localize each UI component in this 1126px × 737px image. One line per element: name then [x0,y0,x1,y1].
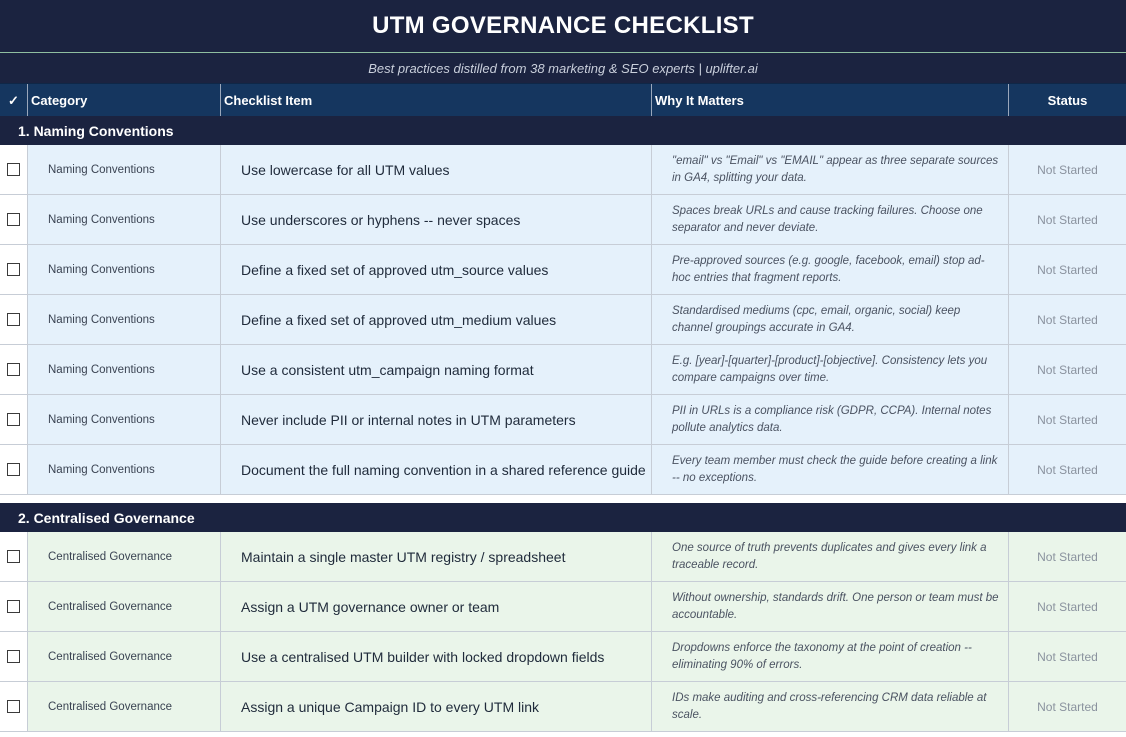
row-checkbox-cell[interactable] [0,245,28,294]
checkbox[interactable] [7,163,20,176]
why-cell[interactable]: Pre-approved sources (e.g. google, facebook, email) stop ad-hoc entries that fragment reports. [652,245,1009,294]
why-cell[interactable]: Every team member must check the guide before creating a link -- no exceptions. [652,445,1009,494]
checkbox[interactable] [7,650,20,663]
checklist-item-cell[interactable]: Maintain a single master UTM registry / spreadsheet [221,532,652,581]
table-row [0,682,1126,732]
checklist-item-cell[interactable]: Use a consistent utm_campaign naming format [221,345,652,394]
row-checkbox-cell[interactable] [0,295,28,344]
row-checkbox-cell[interactable] [0,195,28,244]
category-cell[interactable]: Naming Conventions [28,245,221,294]
status-cell[interactable]: Not Started [1009,395,1126,444]
checkbox[interactable] [7,313,20,326]
why-cell[interactable]: PII in URLs is a compliance risk (GDPR, CCPA). Internal notes pollute analytics data. [652,395,1009,444]
section-rows-naming [0,145,1126,495]
table-row [0,395,1126,445]
checklist-item-cell[interactable]: Never include PII or internal notes in UTM parameters [221,395,652,444]
checkbox[interactable] [7,213,20,226]
checkbox[interactable] [7,700,20,713]
row-checkbox-cell[interactable] [0,145,28,194]
column-header-check[interactable]: ✓ [0,84,28,117]
checklist-item-cell[interactable]: Define a fixed set of approved utm_source values [221,245,652,294]
row-checkbox-cell[interactable] [0,682,28,731]
category-cell[interactable]: Centralised Governance [28,632,221,681]
status-cell[interactable]: Not Started [1009,245,1126,294]
status-cell[interactable]: Not Started [1009,532,1126,581]
table-row [0,295,1126,345]
column-header-why[interactable]: Why It Matters [652,84,1009,117]
table-row [0,345,1126,395]
category-cell[interactable]: Naming Conventions [28,445,221,494]
row-checkbox-cell[interactable] [0,632,28,681]
checklist-item-cell[interactable]: Use underscores or hyphens -- never spaces [221,195,652,244]
row-checkbox-cell[interactable] [0,395,28,444]
section-rows-governance [0,532,1126,732]
checklist-item-cell[interactable]: Document the full naming convention in a shared reference guide [221,445,652,494]
column-header-item[interactable]: Checklist Item [221,84,652,117]
checkbox[interactable] [7,600,20,613]
column-header-category[interactable]: Category [28,84,221,117]
row-checkbox-cell[interactable] [0,582,28,631]
status-cell[interactable]: Not Started [1009,295,1126,344]
category-cell[interactable]: Naming Conventions [28,345,221,394]
table-row [0,532,1126,582]
why-cell[interactable]: One source of truth prevents duplicates and gives every link a traceable record. [652,532,1009,581]
table-row [0,195,1126,245]
table-row [0,582,1126,632]
status-cell[interactable]: Not Started [1009,345,1126,394]
section-header-naming: 1. Naming Conventions [0,116,1126,145]
checkbox[interactable] [7,413,20,426]
why-cell[interactable]: Spaces break URLs and cause tracking failures. Choose one separator and never deviate. [652,195,1009,244]
status-cell[interactable]: Not Started [1009,582,1126,631]
row-checkbox-cell[interactable] [0,445,28,494]
section-header-governance: 2. Centralised Governance [0,503,1126,532]
status-cell[interactable]: Not Started [1009,632,1126,681]
why-cell[interactable]: "email" vs "Email" vs "EMAIL" appear as three separate sources in GA4, splitting your data. [652,145,1009,194]
table-row [0,632,1126,682]
table-row [0,245,1126,295]
checklist-item-cell[interactable]: Assign a unique Campaign ID to every UTM link [221,682,652,731]
category-cell[interactable]: Naming Conventions [28,145,221,194]
table-row [0,445,1126,495]
column-header-status[interactable]: Status [1047,93,1088,108]
why-cell[interactable]: E.g. [year]-[quarter]-[product]-[objective]. Consistency lets you compare campaigns over time. [652,345,1009,394]
checkbox[interactable] [7,550,20,563]
column-header-row [0,83,1126,118]
checklist-item-cell[interactable]: Use lowercase for all UTM values [221,145,652,194]
table-row [0,145,1126,195]
page-subtitle: Best practices distilled from 38 marketing & SEO experts | uplifter.ai [0,53,1126,83]
category-cell[interactable]: Centralised Governance [28,682,221,731]
checkbox[interactable] [7,463,20,476]
why-cell[interactable]: Without ownership, standards drift. One person or team must be accountable. [652,582,1009,631]
checklist-item-cell[interactable]: Use a centralised UTM builder with locked dropdown fields [221,632,652,681]
category-cell[interactable]: Centralised Governance [28,532,221,581]
category-cell[interactable]: Centralised Governance [28,582,221,631]
category-cell[interactable]: Naming Conventions [28,195,221,244]
page-title: UTM GOVERNANCE CHECKLIST [0,0,1126,53]
category-cell[interactable]: Naming Conventions [28,395,221,444]
why-cell[interactable]: IDs make auditing and cross-referencing CRM data reliable at scale. [652,682,1009,731]
status-cell[interactable]: Not Started [1009,145,1126,194]
checkbox[interactable] [7,263,20,276]
row-checkbox-cell[interactable] [0,532,28,581]
section-spacer [0,495,1126,503]
status-cell[interactable]: Not Started [1009,445,1126,494]
checklist-item-cell[interactable]: Define a fixed set of approved utm_medium values [221,295,652,344]
checklist-item-cell[interactable]: Assign a UTM governance owner or team [221,582,652,631]
checkbox[interactable] [7,363,20,376]
status-cell[interactable]: Not Started [1009,195,1126,244]
row-checkbox-cell[interactable] [0,345,28,394]
why-cell[interactable]: Standardised mediums (cpc, email, organic, social) keep channel groupings accurate in GA4. [652,295,1009,344]
status-cell[interactable]: Not Started [1009,682,1126,731]
category-cell[interactable]: Naming Conventions [28,295,221,344]
why-cell[interactable]: Dropdowns enforce the taxonomy at the point of creation -- eliminating 90% of errors. [652,632,1009,681]
